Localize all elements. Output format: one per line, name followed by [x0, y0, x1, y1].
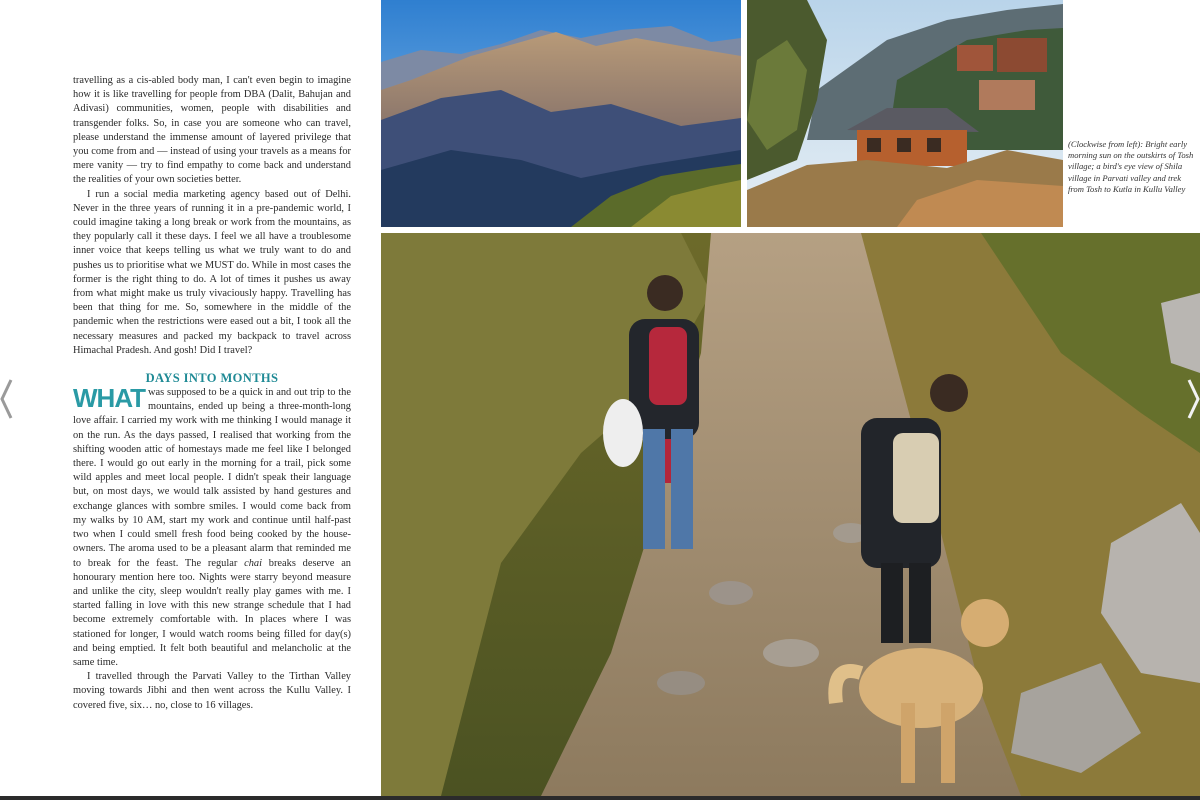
article-paragraph-3-part-2: breaks deserve an honourary mention here too. Nights were starry beyond measure and unlike the city, sleep wouldn't really play games with me. I started falling in love with this new strange schedule that I had become extremely comfortable with. In places where I was stationed for longer, I would watch rooms being filled for day(s) and being emptied. It felt both beautiful and melancholic at the same time.	[73, 557, 352, 668]
mountain-photo	[381, 0, 741, 227]
trek-photo	[381, 233, 1200, 796]
mountain-landscape-image	[381, 0, 741, 227]
article-paragraph-3-part-1: was supposed to be a quick in and out trip to the mountains, ended up being a three-month-long love affair. I carried my work with me thinking I would manage it on the run. As the days passed, I realised that working from the shifting wooden attic of homestays made me feel like I belonged there. I would go out early in the morning for a trail, pick some wild apples and meet local people. I didn't speak their language but, on most days, we would talk assisted by hand gestures and exchange glances with sombre smiles. I would come back from my walks by 10 AM, start my work and continue until half-past two when I could smell fresh food being cooked by the house-owners. The aroma used to be a pleasant alarm that reminded me to break for the feast. The regular	[73, 387, 351, 569]
article-paragraph-4: I travelled through the Parvati Valley to the Tirthan Valley moving towards Jibhi and then went across the Kullu Valley. I covered five, six… no, close to 16 villages.	[73, 671, 351, 711]
section-heading: DAYS INTO MONTHS	[145, 371, 279, 386]
previous-page-button[interactable]	[0, 378, 14, 420]
village-photo	[747, 0, 1063, 227]
next-page-button[interactable]	[1186, 378, 1200, 420]
article-paragraph-1: travelling as a cis-abled body man, I can't even begin to imagine how it is like travelling for people from DBA (Dalit, Bahujan and Adivasi) communities, women, people with disabilities and transgender folks. So, in case you are someone who can travel, please understand the immense amount of layered privilege that you come from and — instead of using your travels as a means for mere vanity — try to find empathy to come back and understand the realities of your own societies better.	[73, 75, 351, 186]
photo-caption: (Clockwise from left): Bright early morning sun on the outskirts of Tosh village; a bird's eye view of Shila village in Parvati valley and trek from Tosh to Kutla in Kullu Valley	[1068, 139, 1194, 194]
drop-cap: WHAT	[73, 383, 146, 414]
article-paragraph-3	[73, 383, 352, 670]
chevron-right-icon	[1186, 378, 1200, 420]
chevron-left-icon	[0, 378, 14, 420]
trekkers-on-trail-image	[381, 233, 1200, 796]
article-paragraph-3-italic: chai	[244, 557, 262, 569]
article-paragraph-2: I run a social media marketing agency based out of Delhi. Never in the three years of running it in a pre-pandemic world, I could imagine taking a long break or work from the mountains, as they popularly call it these days. I feel we all have a troublesome inner voice that keeps telling us what we truly want to do and pushes us to prioritise what we MUST do. While in most cases the former is the right thing to do. A lot of times it pushes us away from what might make us truly vivaciously happy. Travelling has been that thing for me. So, somewhere in the middle of the pandemic when the restrictions were eased out a bit, I took all the necessary measures and packed my backpack to travel across Himachal Pradesh. And gosh! Did I travel?	[73, 188, 351, 356]
article-text-column	[73, 74, 351, 713]
village-image	[747, 0, 1063, 227]
bottom-scroll-bar	[0, 796, 1200, 800]
